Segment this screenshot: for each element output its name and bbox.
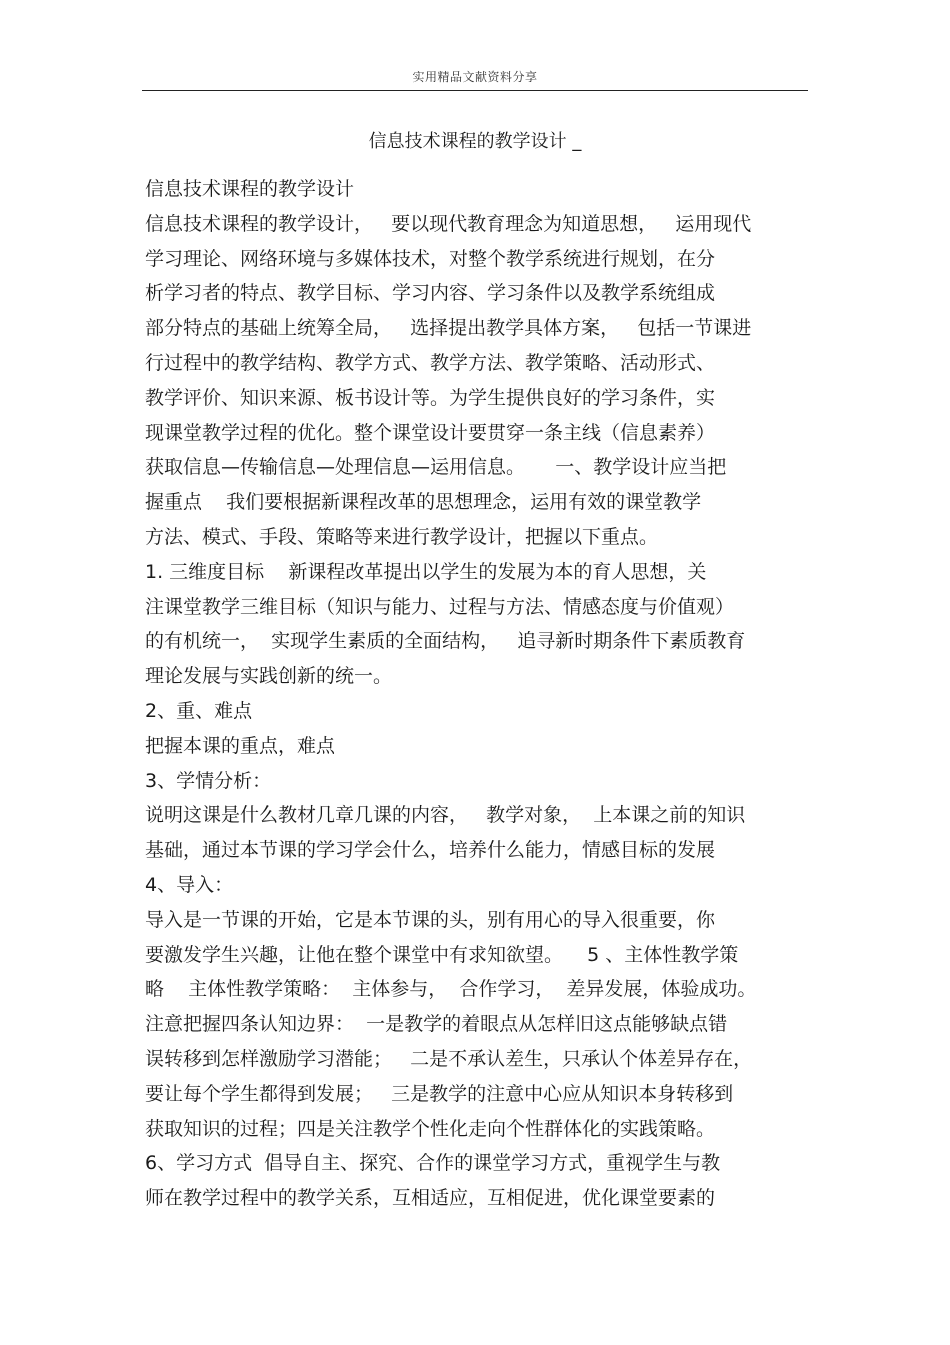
header-divider — [142, 90, 808, 91]
body-line: 基础，通过本节课的学习学会什么，培养什么能力，情感目标的发展 — [145, 839, 716, 862]
body-line: 析学习者的特点、教学目标、学习内容、学习条件以及教学系统组成 — [145, 282, 716, 305]
body-line: 信息技术课程的教学设计， 要以现代教育理念为知道思想， 运用现代 — [145, 212, 752, 235]
body-line: 误转移到怎样激励学习潜能； 二是不承认差生，只承认个体差异存在， — [145, 1047, 753, 1070]
body-line: 信息技术课程的教学设计 — [145, 178, 355, 200]
document-body — [145, 172, 810, 1216]
body-line: 导入是一节课的开始，它是本节课的头，别有用心的导入很重要，你 — [145, 908, 716, 931]
page-header: 实用精品文献资料分享 — [412, 70, 538, 84]
body-line: 注意把握四条认知边界： 一是教学的着眼点从怎样旧这点能够缺点错 — [145, 1013, 728, 1036]
body-line: 现课堂教学过程的优化。整个课堂设计要贯穿一条主线（信息素养） — [145, 421, 716, 444]
body-line: 获取信息—传输信息—处理信息—运用信息。 一、教学设计应当把 — [145, 456, 727, 479]
body-line: 3、学情分析： — [145, 769, 272, 792]
body-line: 注课堂教学三维目标（知识与能力、过程与方法、情感态度与价值观） — [145, 595, 735, 618]
body-line: 4、导入： — [145, 873, 234, 896]
body-line: 要激发学生兴趣，让他在整个课堂中有求知欲望。 5 、主体性教学策 — [145, 943, 739, 966]
body-line: 获取知识的过程；四是关注教学个性化走向个性群体化的实践策略。 — [145, 1117, 716, 1140]
body-line: 要让每个学生都得到发展； 三是教学的注意中心应从知识本身转移到 — [145, 1082, 734, 1105]
body-line: 1. 三维度目标 新课程改革提出以学生的发展为本的育人思想，关 — [145, 560, 707, 583]
body-line: 部分特点的基础上统筹全局， 选择提出教学具体方案， 包括一节课进 — [145, 317, 752, 340]
body-line: 2、重、难点 — [145, 699, 253, 722]
body-line: 方法、模式、手段、策略等来进行教学设计，把握以下重点。 — [145, 525, 659, 548]
body-line: 略 主体性教学策略： 主体参与， 合作学习， 差异发展，体验成功。 — [145, 978, 757, 1001]
body-line: 师在教学过程中的教学关系，互相适应，互相促进，优化课堂要素的 — [145, 1187, 716, 1210]
body-line: 6、学习方式 倡导自主、探究、合作的课堂学习方式，重视学生与教 — [145, 1152, 721, 1175]
document-title: 信息技术课程的教学设计 _ — [368, 131, 582, 152]
body-line: 学习理论、网络环境与多媒体技术，对整个教学系统进行规划，在分 — [145, 247, 716, 270]
body-line: 握重点 我们要根据新课程改革的思想理念，运用有效的课堂教学 — [145, 491, 702, 514]
body-line: 教学评价、知识来源、板书设计等。为学生提供良好的学习条件，实 — [145, 386, 716, 409]
body-line: 理论发展与实践创新的统一。 — [145, 665, 393, 688]
body-line: 把握本课的重点，难点 — [145, 734, 336, 757]
body-line: 的有机统一， 实现学生素质的全面结构， 追寻新时期条件下素质教育 — [145, 630, 746, 653]
body-line: 行过程中的教学结构、教学方式、教学方法、教学策略、活动形式、 — [145, 351, 716, 374]
body-line: 说明这课是什么教材几章几课的内容， 教学对象， 上本课之前的知识 — [145, 804, 746, 827]
